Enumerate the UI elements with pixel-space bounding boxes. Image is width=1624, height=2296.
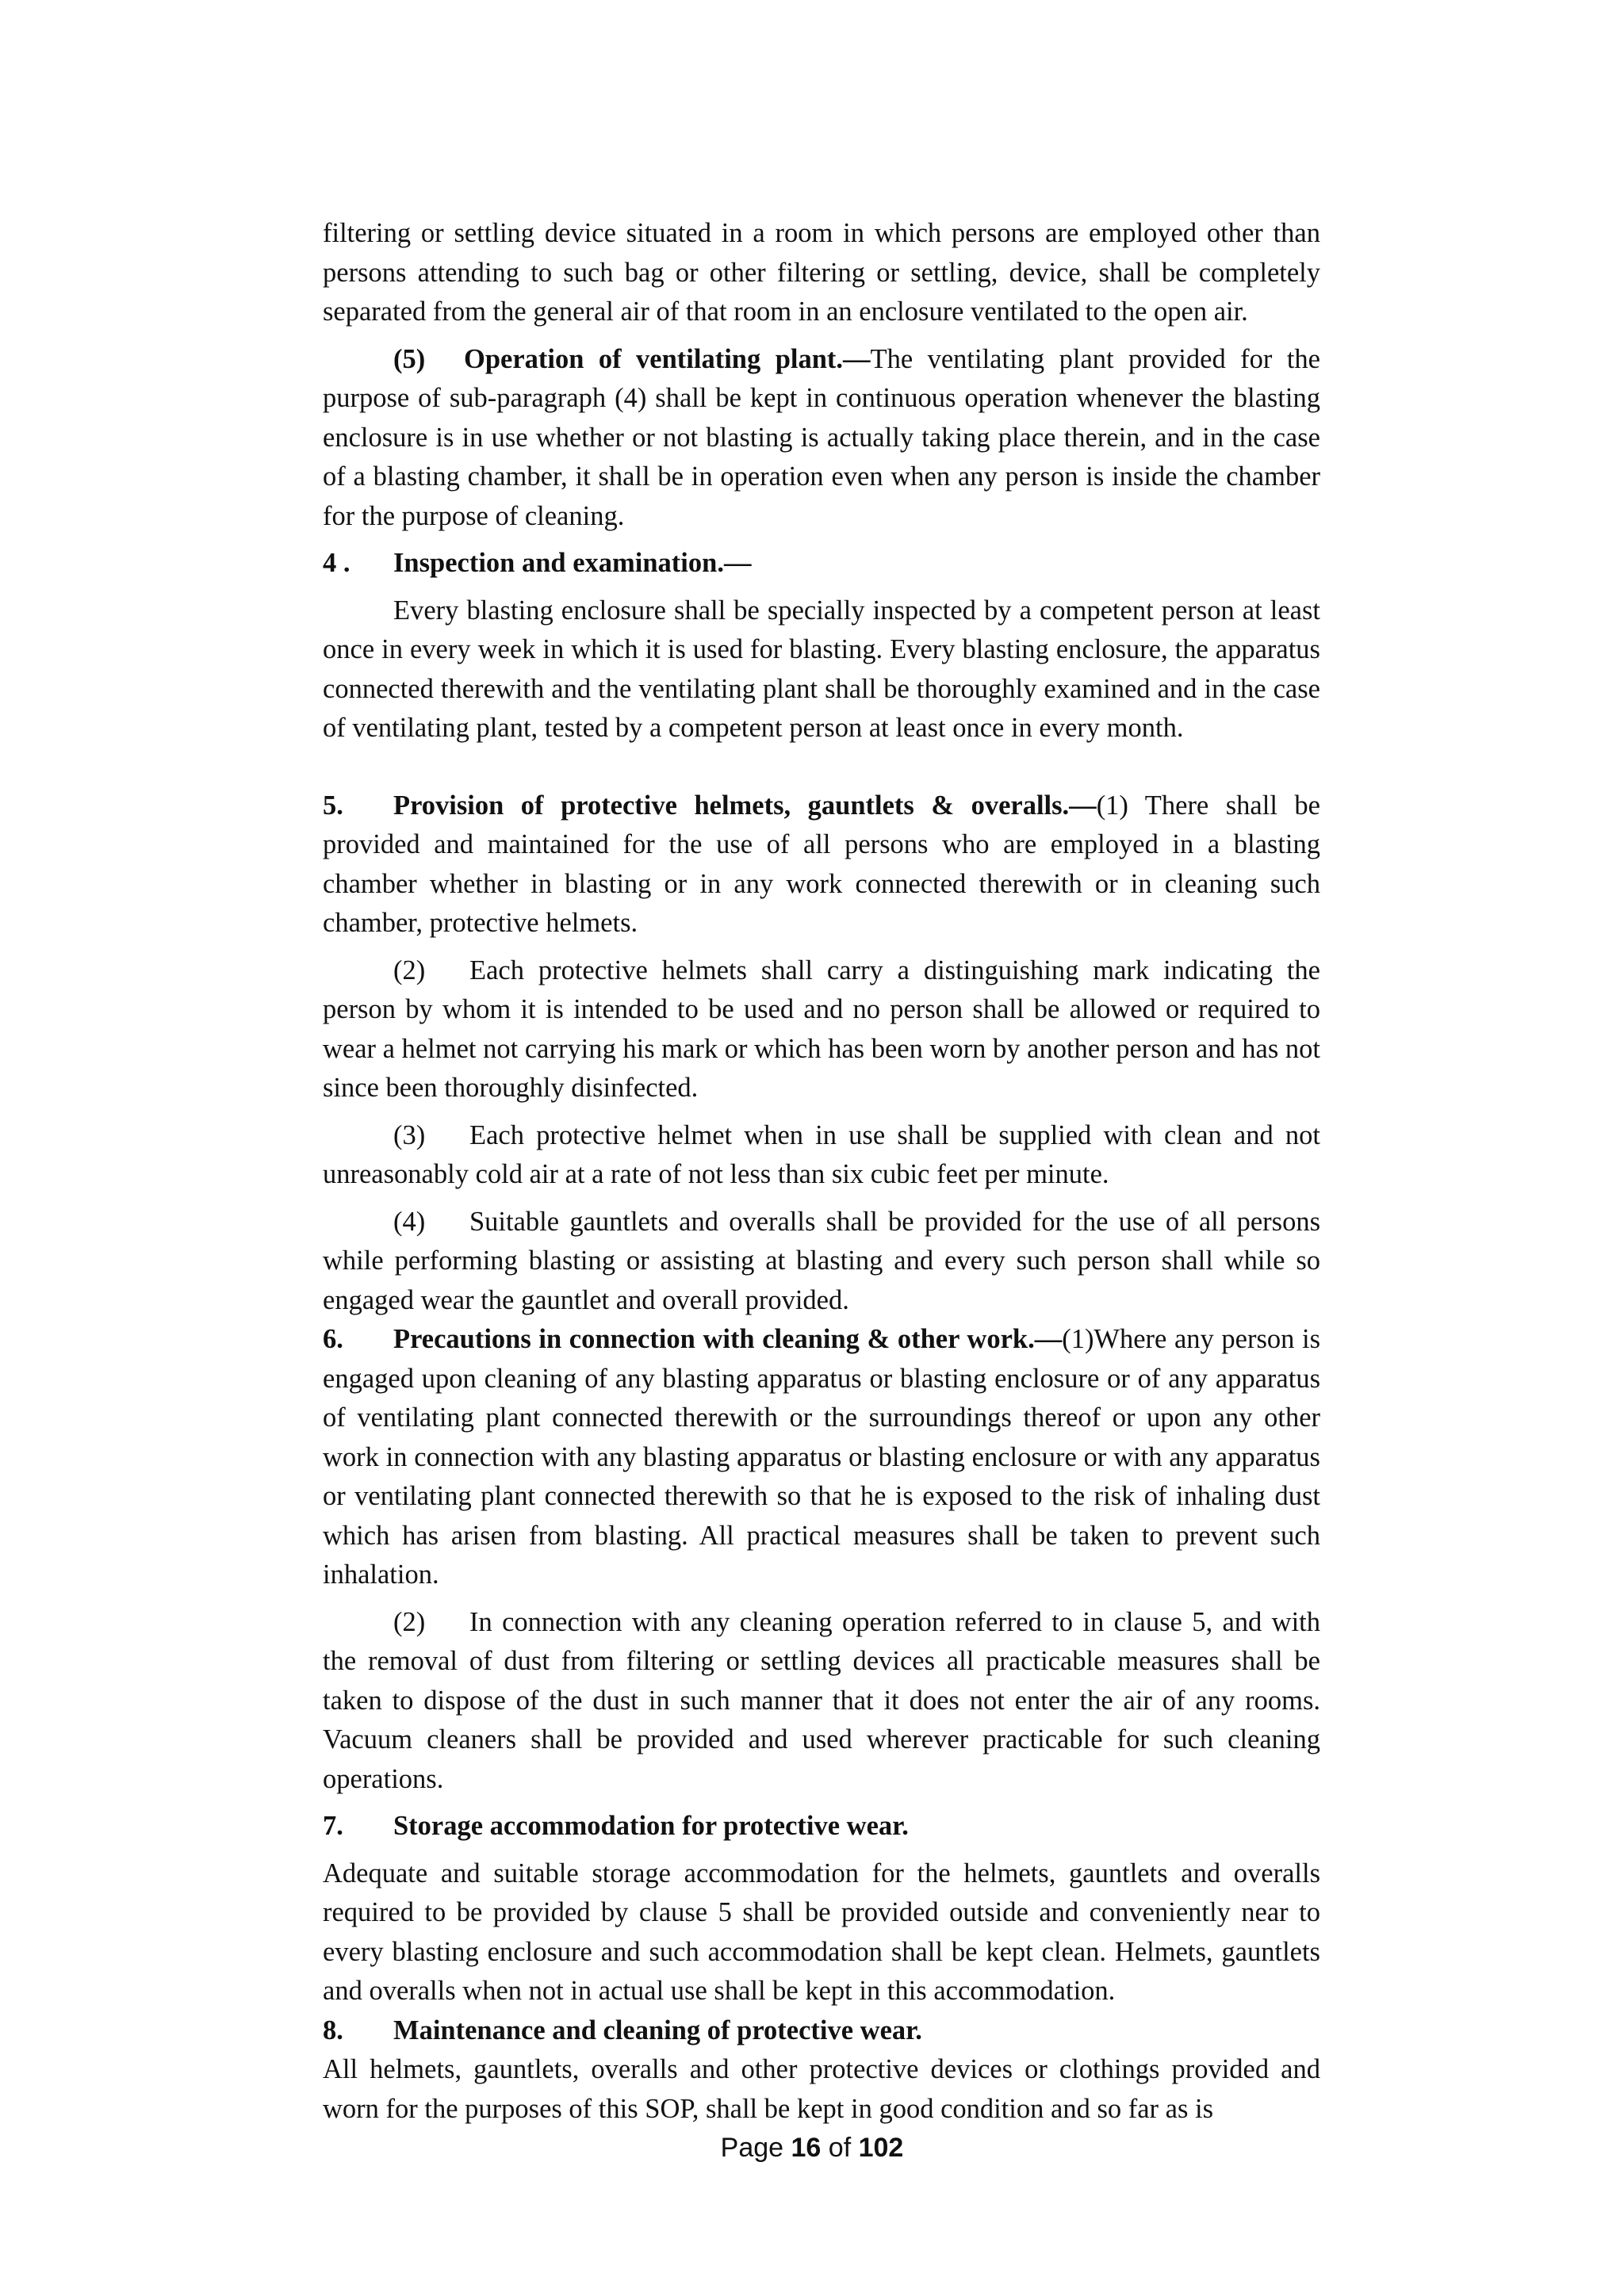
section-7-heading — [323, 1807, 1320, 1846]
section-7-number: 7. — [323, 1811, 343, 1841]
total-pages-number: 102 — [858, 2133, 904, 2163]
section-5-paragraph — [323, 786, 1320, 943]
section-8-text: All helmets, gauntlets, overalls and other protective devices or clothings provided and worn for the purposes of this SOP, shall be kept in good condition and so far as is — [323, 2054, 1320, 2124]
section-6-number: 6. — [323, 1324, 343, 1354]
of-label: of — [828, 2133, 852, 2163]
section-5-sub-3-text: Each protective helmet when in use shall be supplied with clean and not unreasonably cold air at a rate of not less than six cubic feet per minute. — [323, 1119, 1320, 1189]
section-6-text: (1)Where any person is engaged upon cleaning of any blasting apparatus or blasting enclosure or of any apparatus of ventilating plant connected therewith or the surroundings thereof or upon any other work in connection with any blasting apparatus or blasting enclosure or with any apparatus or ventilating plant connected therewith so that he is exposed to the risk of inhaling dust which has arisen from blasting. All practical measures shall be taken to prevent such inhalation. — [323, 1324, 1320, 1590]
section-5-number: 5. — [323, 790, 343, 821]
continuation-paragraph: filtering or settling device situated in a room in which persons are employed other than persons attending to such bag or other filtering or settling, device, shall be completely separated from the general air of that room in an enclosure ventilated to the open air. — [323, 218, 1320, 327]
section-5-sub-2-text: Each protective helmets shall carry a distinguishing mark indicating the person by whom it is intended to be used and no person shall be allowed or required to wear a helmet not carrying his mark or which has been worn by another person and has not since been thoroughly disinfected. — [323, 955, 1320, 1103]
section-6-sub-2-text: In connection with any cleaning operation referred to in clause 5, and with the removal of dust from filtering or settling devices all practicable measures shall be taken to dispose of the dust in such manner that it does not enter the air of any rooms. Vacuum cleaners shall be provided and used wherever practicable for such cleaning operations. — [323, 1606, 1320, 1794]
section-5-text: (1) There shall be provided and maintained for the use of all persons who are employed in a blasting chamber whether in blasting or in any work connected therewith or in cleaning such chamber, protective helmets. — [323, 790, 1320, 938]
section-6-sub-2 — [323, 1603, 1320, 1800]
section-5-sub-2-number: (2) — [393, 955, 426, 985]
subclause-5-text: The ventilating plant provided for the purpose of sub-paragraph (4) shall be kept in continuous operation whenever the blasting enclosure is in use whether or not blasting is actually taking place therein, and in the case of a blasting chamber, it shall be in operation even when any person is inside the chamber for the purpose of cleaning. — [323, 343, 1320, 531]
section-5-sub-4-text: Suitable gauntlets and overalls shall be provided for the use of all persons while performing blasting or assisting at blasting and every such person shall while so engaged wear the gauntlet and overall provided. — [323, 1206, 1320, 1315]
section-8-heading — [323, 2011, 1320, 2051]
subclause-5-paragraph — [323, 340, 1320, 537]
section-6-sub-2-number: (2) — [393, 1606, 426, 1637]
section-5-sub-2 — [323, 951, 1320, 1108]
section-8-number: 8. — [323, 2015, 343, 2045]
section-4-text: Every blasting enclosure shall be specially inspected by a competent person at least once in every week in which it is used for blasting. Every blasting enclosure, the apparatus connected therewith and the ventilating plant shall be thoroughly examined and in the case of ventilating plant, tested by a competent person at least once in every month. — [323, 595, 1320, 743]
section-5-sub-3 — [323, 1116, 1320, 1195]
section-5-title: Provision of protective helmets, gauntlets & overalls.— — [393, 790, 1097, 821]
subclause-5-number: (5) — [393, 343, 426, 374]
section-4-number: 4 . — [323, 548, 350, 578]
page-footer — [0, 2133, 1624, 2164]
current-page-number: 16 — [791, 2133, 822, 2163]
section-6-paragraph — [323, 1320, 1320, 1595]
section-7-text: Adequate and suitable storage accommodation for the helmets, gauntlets and overalls required to be provided by clause 5 shall be provided outside and conveniently near to every blasting enclosure and such accommodation shall be kept clean. Helmets, gauntlets and overalls when not in actual use shall be kept in this accommodation. — [323, 1858, 1320, 2006]
section-5-sub-3-number: (3) — [393, 1119, 426, 1150]
section-7-title: Storage accommodation for protective wear. — [393, 1811, 909, 1841]
section-5-sub-4-number: (4) — [393, 1206, 426, 1237]
page-body — [323, 214, 1320, 2129]
page-label: Page — [720, 2133, 784, 2163]
section-4-heading — [323, 544, 1320, 584]
subclause-5-title: Operation of ventilating plant.— — [464, 343, 871, 374]
section-6-title: Precautions in connection with cleaning & other work.— — [393, 1324, 1063, 1354]
section-8-title: Maintenance and cleaning of protective wear. — [393, 2015, 922, 2045]
section-4-title: Inspection and examination.— — [393, 548, 752, 578]
section-5-sub-4 — [323, 1203, 1320, 1321]
